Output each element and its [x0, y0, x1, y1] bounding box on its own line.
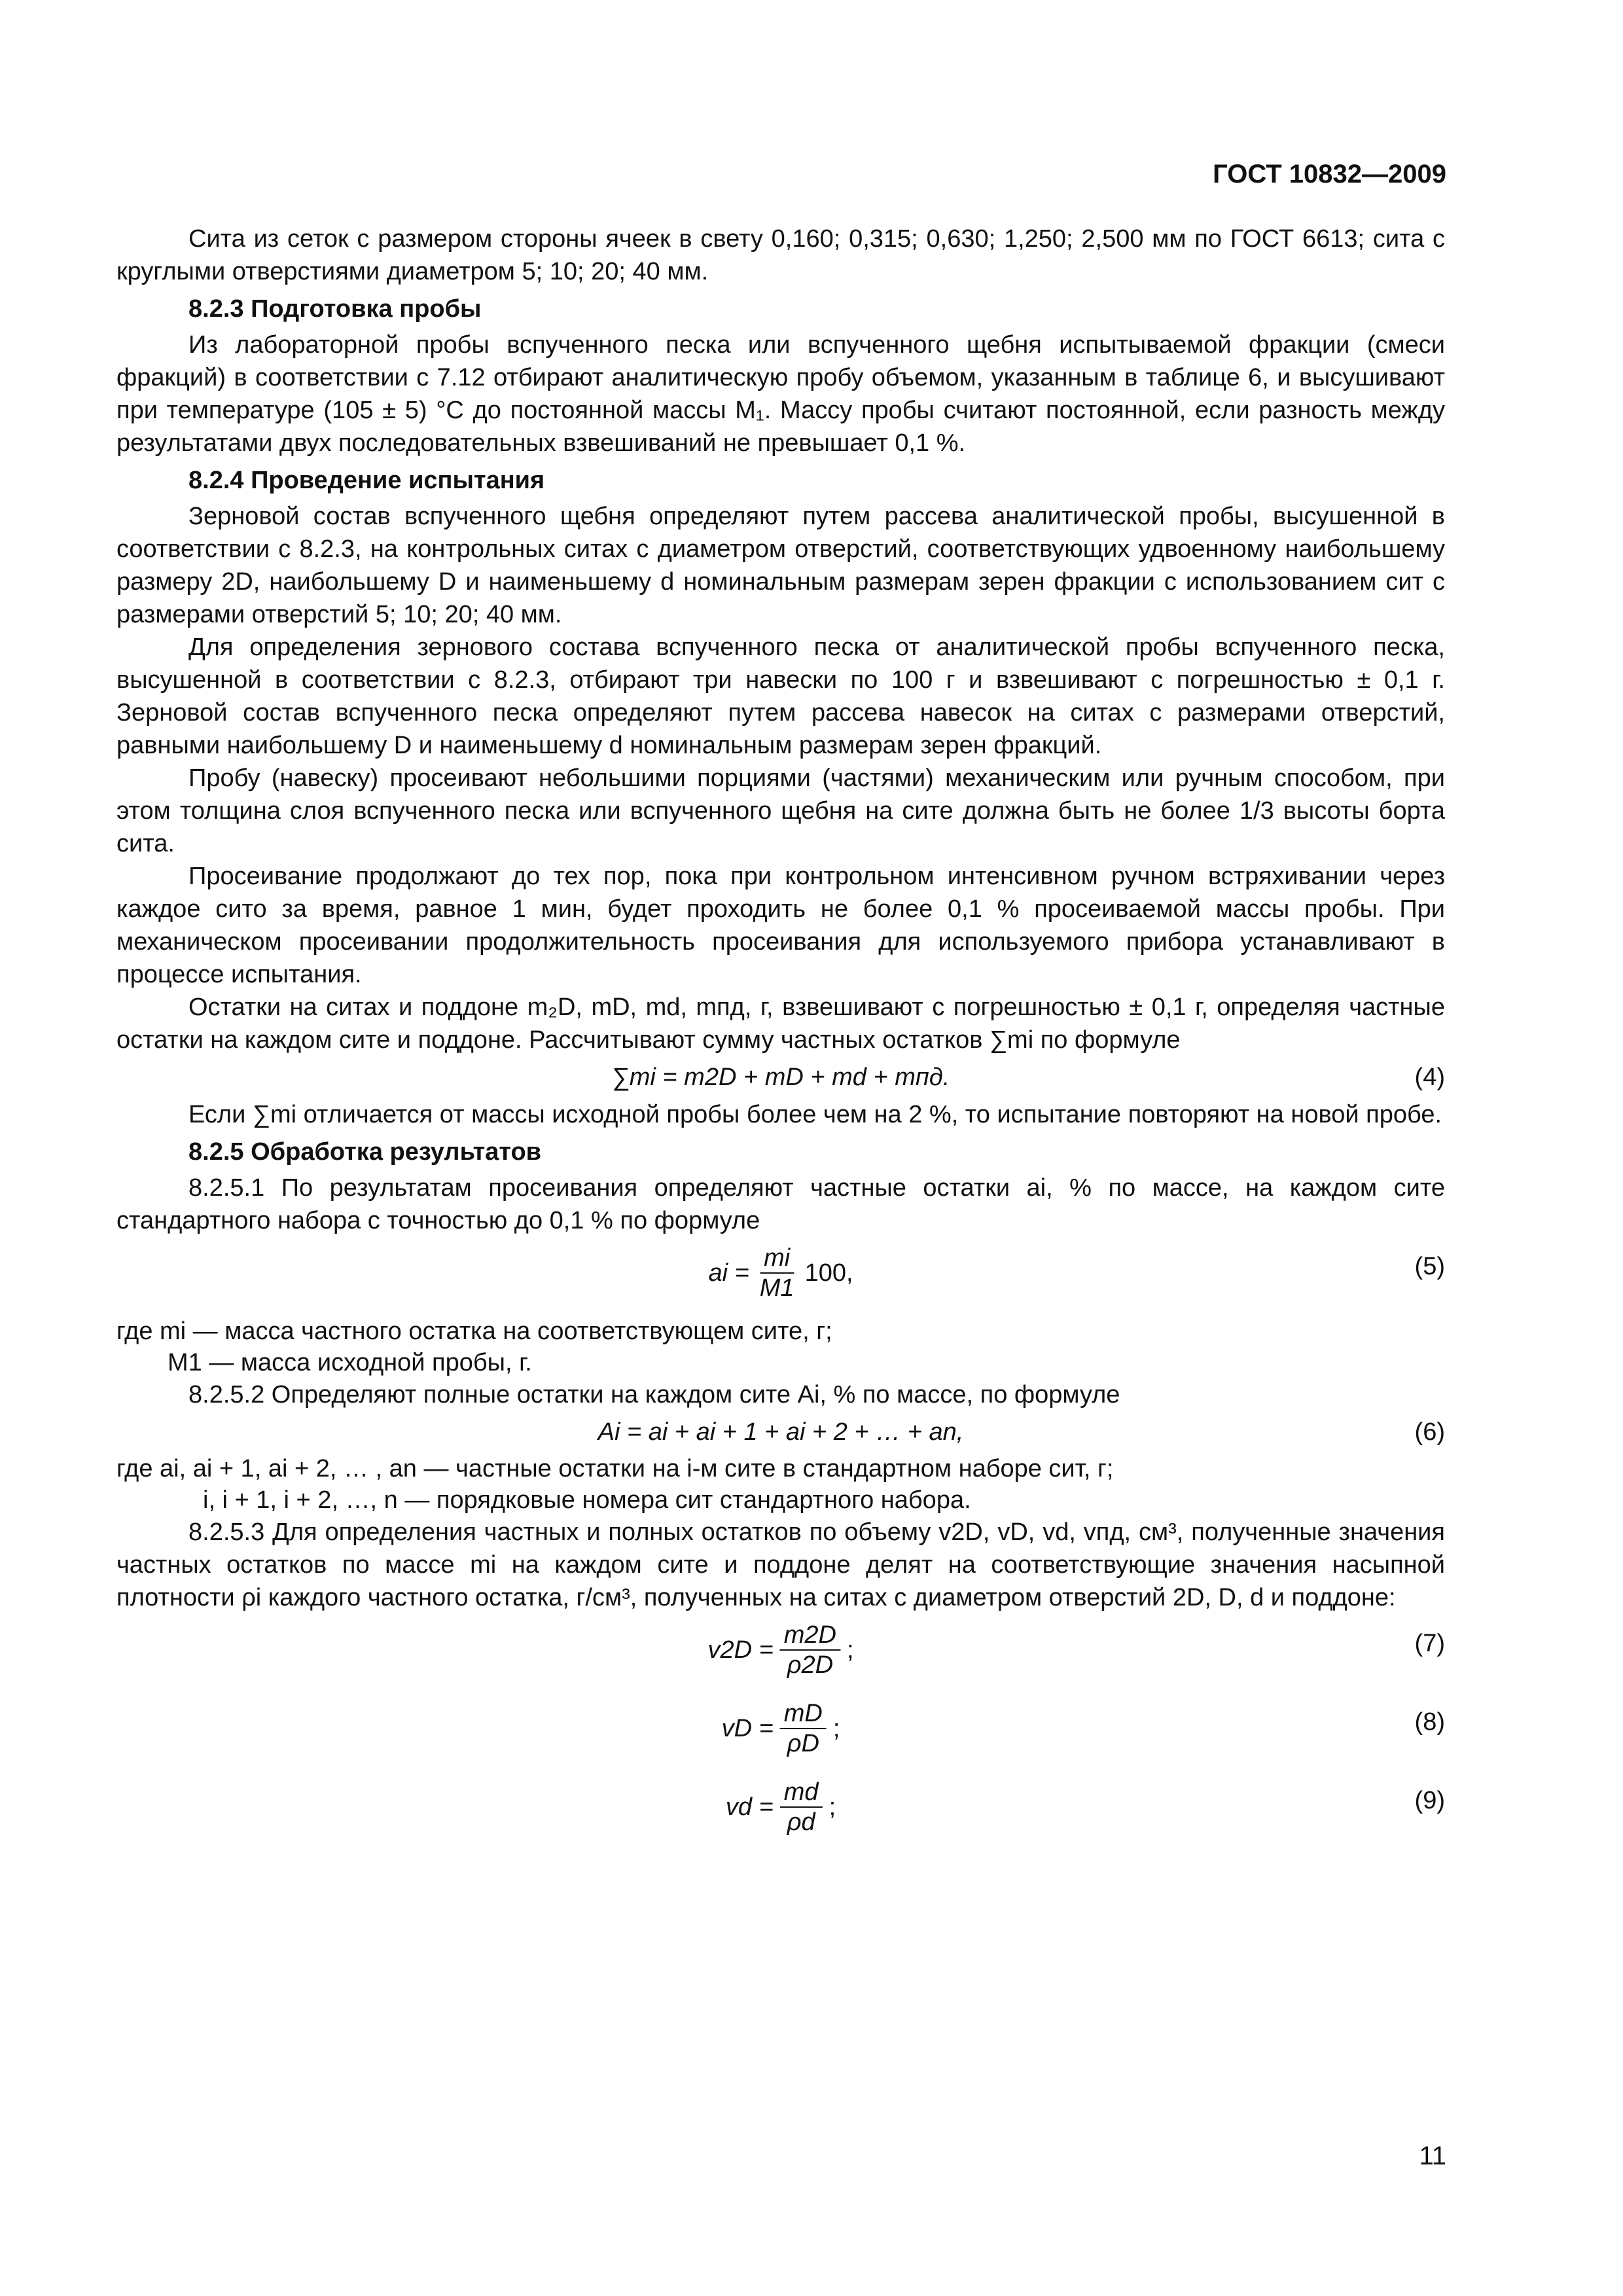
formula-4-number: (4): [1414, 1064, 1445, 1091]
document-number: ГОСТ 10832—2009: [1213, 160, 1446, 188]
numerator: mi: [760, 1244, 794, 1274]
paragraph-sieves: Сита из сеток с размером стороны ячеек в свету 0,160; 0,315; 0,630; 1,250; 2,500 мм по ГОСТ 6613; сита с круглыми отверстиями диаметром 5; 10; 20; 40 мм.: [116, 225, 1445, 285]
formula-8-rhs: ;: [832, 1714, 840, 1742]
section-title-8-2-3: 8.2.3 Подготовка пробы: [188, 295, 482, 323]
numerator: mD: [780, 1699, 827, 1729]
formula-7: [116, 1614, 1445, 1693]
formula-8-lhs: vD =: [721, 1714, 774, 1742]
fraction: [780, 1621, 840, 1679]
formula-7-number: (7): [1414, 1630, 1445, 1657]
denominator: ρd: [787, 1808, 815, 1836]
fraction: [780, 1699, 827, 1758]
where-line: где ai, ai + 1, ai + 2, … , an — частные остатки на i-м сите в стандартном наборе сит, г;: [116, 1455, 1114, 1482]
formula-4-expression: ∑mi = m2D + mD + md + mпд.: [611, 1064, 950, 1091]
page-body: [116, 223, 1445, 1850]
paragraph: 8.2.5.2 Определяют полные остатки на каждом сите Ai, % по массе, по формуле: [188, 1381, 1120, 1408]
paragraph: Из лабораторной пробы вспученного песка или вспученного щебня испытываемой фракции (смеси фракций) в соответствии с 7.12 отбирают аналитическую пробу объемом, указанным в таблице 6, и высушивают при температуре (105 ± 5) °С до постоянной массы M₁. Массу пробы считают постоянной, если разность между результатами двух последовательных взвешиваний не превышает 0,1 %.: [116, 331, 1445, 457]
where-block-6: [116, 1453, 1445, 1516]
formula-7-lhs: v2D =: [707, 1636, 774, 1664]
formula-9-rhs: ;: [829, 1793, 836, 1821]
where-line: i, i + 1, i + 2, …, n — порядковые номера сит стандартного набора.: [203, 1486, 971, 1514]
paragraph: 8.2.5.3 Для определения частных и полных остатков по объему v2D, vD, vd, vпд, см³, полученные значения частных остатков по массе mi на каждом сите и поддоне делят на соответствующие значения насыпной плотности ρi каждого частного остатка, г/см³, полученных на ситах с диаметром отверстий 2D, D, d и поддоне:: [116, 1518, 1445, 1611]
paragraph: Если ∑mi отличается от массы исходной пробы более чем на 2 %, то испытание повторяют на новой пробе.: [188, 1101, 1442, 1128]
where-line: M1 — масса исходной пробы, г.: [168, 1349, 532, 1376]
paragraph: Просеивание продолжают до тех пор, пока при контрольном интенсивном ручном встряхивании через каждое сито за время, равное 1 мин, будет проходить не более 0,1 % просеиваемой массы пробы. При механическом просеивании продолжительность просеивания для используемого прибора устанавливают в процессе испытания.: [116, 863, 1445, 988]
paragraph: Зерновой состав вспученного щебня определяют путем рассева аналитической пробы, высушенной в соответствии с 8.2.3, на контрольных ситах с диаметром отверстий, соответствующих удвоенному наибольшему размеру 2D, наибольшему D и наименьшему d номинальным размерам зерен фракции с использованием сит с размерами отверстий 5; 10; 20; 40 мм.: [116, 503, 1445, 628]
numerator: md: [780, 1778, 823, 1808]
formula-4: [116, 1056, 1445, 1098]
paragraph: Пробу (навеску) просеивают небольшими порциями (частями) механическим или ручным способом, при этом толщина слоя вспученного песка или вспученного щебня на сите должна быть не более 1/3 высоты борта сита.: [116, 764, 1445, 857]
denominator: M1: [759, 1274, 794, 1302]
formula-6-expression: Ai = ai + ai + 1 + ai + 2 + … + an,: [597, 1418, 964, 1446]
denominator: ρ2D: [787, 1651, 834, 1679]
denominator: ρD: [787, 1730, 819, 1757]
formula-8: [116, 1693, 1445, 1771]
formula-9: [116, 1771, 1445, 1850]
formula-6-number: (6): [1414, 1418, 1445, 1446]
fraction: [780, 1778, 823, 1837]
formula-5-number: (5): [1414, 1253, 1445, 1280]
formula-5-lhs: ai =: [708, 1259, 749, 1287]
where-line: где mi — масса частного остатка на соответствующем сите, г;: [116, 1318, 832, 1345]
section-title-8-2-5: 8.2.5 Обработка результатов: [188, 1138, 542, 1166]
page-number: 11: [1419, 2142, 1446, 2170]
formula-8-number: (8): [1414, 1708, 1445, 1736]
paragraph: Для определения зернового состава вспученного песка от аналитической пробы вспученного песка, высушенной в соответствии с 8.2.3, отбирают три навески по 100 г и взвешивают с погрешностью ± 0,1 г. Зерновой состав вспученного песка определяют путем рассева навесок на ситах с размерами отверстий, равными наибольшему D и наименьшему d номинальным размерам зерен фракций.: [116, 634, 1445, 759]
formula-9-lhs: vd =: [725, 1793, 774, 1821]
formula-5-rhs: 100,: [804, 1259, 853, 1287]
fraction: [756, 1244, 798, 1302]
section-title-8-2-4: 8.2.4 Проведение испытания: [188, 467, 545, 494]
formula-5: [116, 1237, 1445, 1316]
paragraph: Остатки на ситах и поддоне m₂D, mD, md, mпд, г, взвешивают с погрешностью ± 0,1 г, определяя частные остатки на каждом сите и поддоне. Рассчитывают сумму частных остатков ∑mi по формуле: [116, 994, 1445, 1054]
numerator: m2D: [780, 1621, 840, 1651]
where-block-5: [116, 1316, 1445, 1378]
paragraph: 8.2.5.1 По результатам просеивания определяют частные остатки ai, % по массе, на каждом сите стандартного набора с точностью до 0,1 % по формуле: [116, 1174, 1445, 1234]
formula-7-rhs: ;: [847, 1636, 854, 1664]
formula-9-number: (9): [1414, 1787, 1445, 1814]
formula-6: [116, 1411, 1445, 1453]
